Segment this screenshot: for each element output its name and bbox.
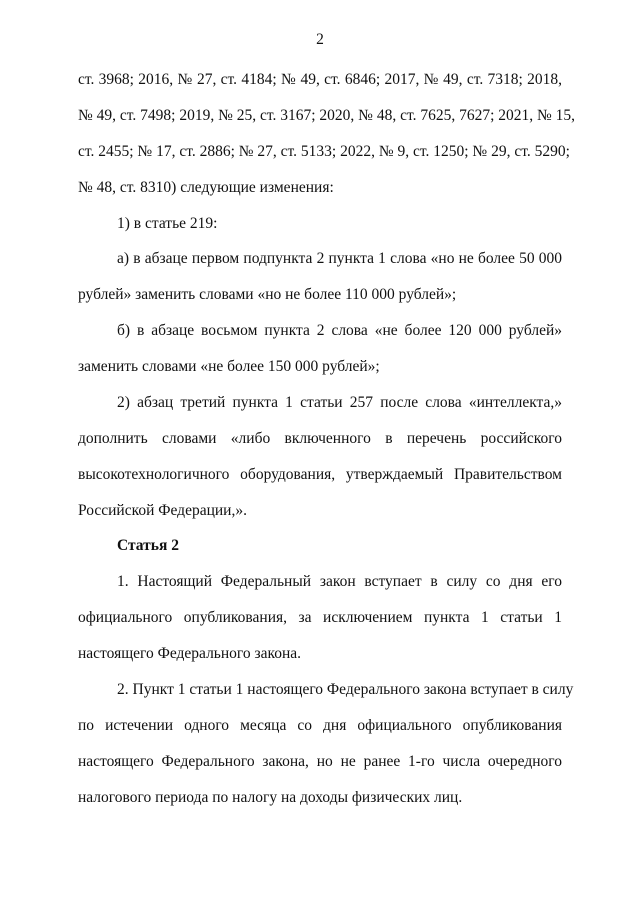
item-2-line-4: Российской Федерации,».	[78, 502, 247, 519]
article-2-heading: Статья 2	[117, 537, 179, 554]
clause-2-line-4: налогового периода по налогу на доходы физических лиц.	[78, 789, 463, 806]
item-2-line-3: высокотехнологичного оборудования, утверждаемый Правительством	[78, 466, 562, 483]
item-2-line-2: дополнить словами «либо включенного в перечень российского	[78, 430, 562, 447]
subitem-a-line-2: рублей» заменить словами «но не более 110 000 рублей»;	[78, 286, 457, 303]
subitem-b-line-2: заменить словами «не более 150 000 рублей»;	[78, 358, 380, 375]
subitem-a-line-1: а) в абзаце первом подпункта 2 пункта 1 слова «но не более 50 000	[117, 250, 562, 267]
clause-2-line-1: 2. Пункт 1 статьи 1 настоящего Федерального закона вступает в силу	[117, 681, 574, 698]
text-line-3: ст. 2455; № 17, ст. 2886; № 27, ст. 5133; 2022, № 9, ст. 1250; № 29, ст. 5290;	[78, 143, 570, 160]
subitem-b-line-1: б) в абзаце восьмом пункта 2 слова «не более 120 000 рублей»	[117, 322, 562, 339]
clause-1-line-3: настоящего Федерального закона.	[78, 645, 302, 662]
clause-2-line-3: настоящего Федерального закона, но не ранее 1-го числа очередного	[78, 753, 562, 770]
text-line-1: ст. 3968; 2016, № 27, ст. 4184; № 49, ст. 6846; 2017, № 49, ст. 7318; 2018,	[78, 71, 562, 88]
item-1-heading: 1) в статье 219:	[117, 215, 218, 232]
text-line-2: № 49, ст. 7498; 2019, № 25, ст. 3167; 2020, № 48, ст. 7625, 7627; 2021, № 15,	[78, 107, 576, 124]
clause-1-line-1: 1. Настоящий Федеральный закон вступает в силу со дня его	[117, 573, 562, 590]
item-2-line-1: 2) абзац третий пункта 1 статьи 257 после слова «интеллекта,»	[117, 394, 562, 411]
clause-2-line-2: по истечении одного месяца со дня официального опубликования	[78, 717, 562, 734]
clause-1-line-2: официального опубликования, за исключением пункта 1 статьи 1	[78, 609, 562, 626]
page-number: 2	[316, 31, 324, 48]
text-line-4: № 48, ст. 8310) следующие изменения:	[78, 179, 334, 196]
